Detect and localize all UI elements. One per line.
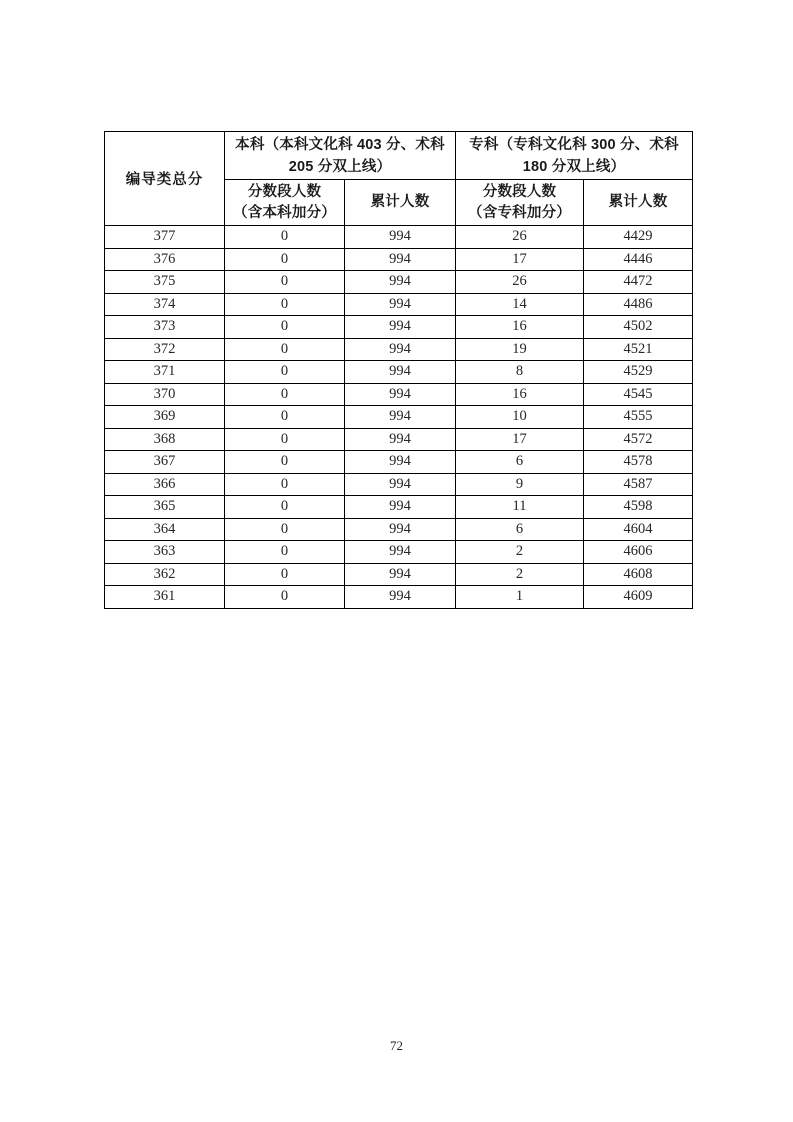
cell-vocational-cumulative: 4472	[584, 271, 693, 294]
table-row	[105, 563, 693, 586]
cell-vocational-cumulative: 4521	[584, 338, 693, 361]
column-header-line-2: （含专科加分）	[468, 204, 571, 221]
cell-vocational-segment: 16	[456, 383, 584, 406]
cell-total-score: 367	[105, 451, 225, 474]
cell-vocational-segment: 14	[456, 293, 584, 316]
cell-undergraduate-cumulative: 994	[345, 271, 456, 294]
column-header-line-1: 分数段人数	[482, 183, 557, 200]
table-row	[105, 541, 693, 564]
table-row	[105, 496, 693, 519]
table-row	[105, 473, 693, 496]
cell-undergraduate-cumulative: 994	[345, 226, 456, 249]
cell-undergraduate-cumulative: 994	[345, 383, 456, 406]
cell-vocational-segment: 10	[456, 406, 584, 429]
table-row	[105, 428, 693, 451]
table-row	[105, 406, 693, 429]
cell-total-score: 371	[105, 361, 225, 384]
score-distribution-table	[104, 131, 693, 609]
column-header-vocational-cumulative	[584, 180, 693, 226]
cell-undergraduate-cumulative: 994	[345, 248, 456, 271]
cell-vocational-cumulative: 4608	[584, 563, 693, 586]
column-group-header-undergraduate: 本科（本科文化科 403 分、术科 205 分双上线）	[225, 132, 456, 180]
cell-undergraduate-segment: 0	[225, 361, 345, 384]
cell-undergraduate-segment: 0	[225, 271, 345, 294]
cell-undergraduate-segment: 0	[225, 586, 345, 609]
table-row	[105, 271, 693, 294]
cell-undergraduate-cumulative: 994	[345, 541, 456, 564]
cell-vocational-segment: 26	[456, 226, 584, 249]
table-row	[105, 451, 693, 474]
cell-undergraduate-segment: 0	[225, 316, 345, 339]
cell-vocational-cumulative: 4609	[584, 586, 693, 609]
cell-vocational-segment: 2	[456, 563, 584, 586]
cell-undergraduate-segment: 0	[225, 541, 345, 564]
cell-vocational-segment: 19	[456, 338, 584, 361]
table-row	[105, 338, 693, 361]
cell-undergraduate-cumulative: 994	[345, 406, 456, 429]
cell-undergraduate-segment: 0	[225, 428, 345, 451]
cell-total-score: 375	[105, 271, 225, 294]
table-row	[105, 518, 693, 541]
cell-undergraduate-segment: 0	[225, 518, 345, 541]
cell-undergraduate-segment: 0	[225, 473, 345, 496]
table-body	[105, 226, 693, 609]
table-row	[105, 586, 693, 609]
cell-undergraduate-cumulative: 994	[345, 428, 456, 451]
cell-vocational-cumulative: 4578	[584, 451, 693, 474]
column-header-vocational-segment	[456, 180, 584, 226]
cell-vocational-segment: 2	[456, 541, 584, 564]
cell-undergraduate-segment: 0	[225, 293, 345, 316]
cell-total-score: 366	[105, 473, 225, 496]
cell-vocational-cumulative: 4587	[584, 473, 693, 496]
cell-total-score: 372	[105, 338, 225, 361]
table-row	[105, 293, 693, 316]
cell-total-score: 362	[105, 563, 225, 586]
table-row	[105, 226, 693, 249]
column-header-line-1: 分数段人数	[247, 183, 322, 200]
table-header-group-row	[105, 132, 693, 180]
cell-vocational-segment: 9	[456, 473, 584, 496]
cell-undergraduate-segment: 0	[225, 248, 345, 271]
cell-vocational-segment: 6	[456, 451, 584, 474]
cell-vocational-segment: 8	[456, 361, 584, 384]
column-header-line-2: （含本科加分）	[233, 204, 336, 221]
cell-total-score: 373	[105, 316, 225, 339]
cell-undergraduate-cumulative: 994	[345, 338, 456, 361]
column-header-undergraduate-segment	[225, 180, 345, 226]
table-row	[105, 316, 693, 339]
cell-undergraduate-segment: 0	[225, 406, 345, 429]
cell-total-score: 370	[105, 383, 225, 406]
cell-undergraduate-cumulative: 994	[345, 293, 456, 316]
cell-undergraduate-cumulative: 994	[345, 496, 456, 519]
cell-vocational-segment: 1	[456, 586, 584, 609]
cell-vocational-cumulative: 4486	[584, 293, 693, 316]
cell-total-score: 369	[105, 406, 225, 429]
cell-total-score: 363	[105, 541, 225, 564]
cell-vocational-segment: 26	[456, 271, 584, 294]
cell-undergraduate-segment: 0	[225, 383, 345, 406]
cell-total-score: 368	[105, 428, 225, 451]
cell-undergraduate-segment: 0	[225, 338, 345, 361]
cell-vocational-cumulative: 4502	[584, 316, 693, 339]
cell-vocational-cumulative: 4446	[584, 248, 693, 271]
column-header-total-score: 编导类总分	[105, 132, 225, 226]
cell-undergraduate-cumulative: 994	[345, 518, 456, 541]
cell-undergraduate-segment: 0	[225, 563, 345, 586]
cell-vocational-segment: 11	[456, 496, 584, 519]
cell-undergraduate-cumulative: 994	[345, 473, 456, 496]
table-header	[105, 132, 693, 226]
cell-undergraduate-cumulative: 994	[345, 563, 456, 586]
cell-vocational-cumulative: 4529	[584, 361, 693, 384]
cell-vocational-cumulative: 4572	[584, 428, 693, 451]
cell-total-score: 364	[105, 518, 225, 541]
column-header-line-1: 累计人数	[608, 194, 668, 210]
cell-undergraduate-segment: 0	[225, 451, 345, 474]
cell-vocational-cumulative: 4555	[584, 406, 693, 429]
cell-vocational-cumulative: 4604	[584, 518, 693, 541]
cell-undergraduate-segment: 0	[225, 496, 345, 519]
cell-undergraduate-cumulative: 994	[345, 361, 456, 384]
cell-vocational-segment: 17	[456, 428, 584, 451]
column-header-line-1: 累计人数	[370, 194, 430, 210]
cell-vocational-cumulative: 4429	[584, 226, 693, 249]
cell-undergraduate-cumulative: 994	[345, 316, 456, 339]
cell-undergraduate-segment: 0	[225, 226, 345, 249]
cell-vocational-cumulative: 4598	[584, 496, 693, 519]
page-number: 72	[390, 1038, 403, 1053]
column-group-header-vocational: 专科（专科文化科 300 分、术科 180 分双上线）	[456, 132, 693, 180]
cell-total-score: 361	[105, 586, 225, 609]
column-header-undergraduate-cumulative	[345, 180, 456, 226]
table-row	[105, 383, 693, 406]
cell-vocational-cumulative: 4606	[584, 541, 693, 564]
table-row	[105, 361, 693, 384]
cell-vocational-segment: 17	[456, 248, 584, 271]
cell-vocational-cumulative: 4545	[584, 383, 693, 406]
cell-undergraduate-cumulative: 994	[345, 586, 456, 609]
cell-total-score: 374	[105, 293, 225, 316]
cell-total-score: 377	[105, 226, 225, 249]
cell-vocational-segment: 16	[456, 316, 584, 339]
cell-vocational-segment: 6	[456, 518, 584, 541]
cell-total-score: 376	[105, 248, 225, 271]
table-row	[105, 248, 693, 271]
cell-undergraduate-cumulative: 994	[345, 451, 456, 474]
cell-total-score: 365	[105, 496, 225, 519]
